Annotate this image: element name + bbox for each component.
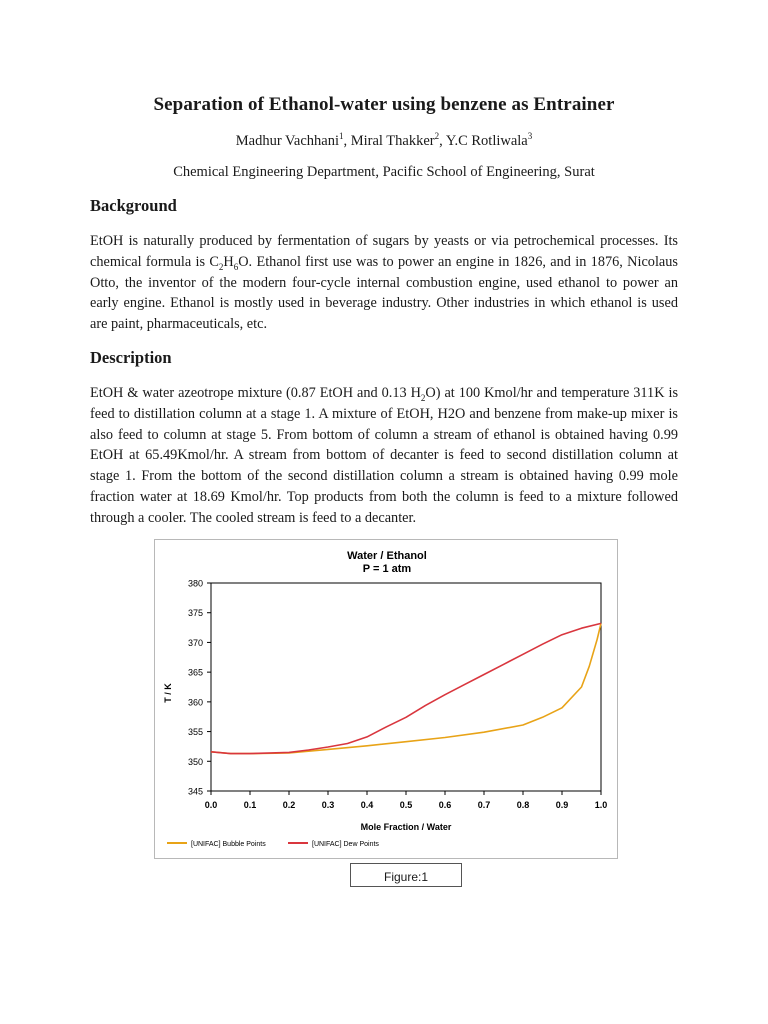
x-axis-ticks <box>205 791 608 810</box>
author-name: Y.C Rotliwala <box>445 132 528 149</box>
x-tick-label: 0.3 <box>321 800 335 810</box>
section-heading-background: Background <box>90 196 177 215</box>
chart-legend <box>167 841 379 848</box>
y-tick-label: 375 <box>187 608 203 619</box>
author-affiliation-number: 2 <box>434 131 440 141</box>
author-name: Miral Thakker <box>350 132 435 149</box>
figure-caption: Figure:1 <box>383 870 429 884</box>
y-tick-label: 380 <box>187 578 203 589</box>
y-tick-label: 345 <box>187 786 203 797</box>
x-tick-label: 0.2 <box>282 800 296 810</box>
author-line <box>0 131 768 150</box>
x-tick-label: 0.1 <box>243 800 257 810</box>
x-tick-label: 0.0 <box>204 800 218 810</box>
x-tick-label: 1.0 <box>594 800 608 810</box>
y-tick-label: 350 <box>187 756 203 767</box>
x-tick-label: 0.8 <box>516 800 530 810</box>
legend-label-dew-points: [UNIFAC] Dew Points <box>312 841 379 848</box>
y-tick-label: 360 <box>187 697 203 708</box>
author-affiliation-number: 3 <box>527 131 533 141</box>
y-axis-label: T / K <box>163 683 173 703</box>
background-paragraph: EtOH is naturally produced by fermentation of sugars by yeasts or via petrochemical processes. Its chemical formula is $C_2H_6O$. Ethanol first use was to power an engine in 1826, and in 1876, Nicolaus Otto, the inventor of the modern four-cycle internal combustion engine, used ethanol to power an early engine. Ethanol is mostly used in beverage industry. Other industries in which ethanol is used are paint, pharmaceuticals, etc. <box>90 233 678 333</box>
x-axis-label: Mole Fraction / Water <box>360 822 452 832</box>
dew-points-line <box>211 623 601 753</box>
figure-chart-frame <box>154 539 618 859</box>
author-separator: , <box>343 132 351 149</box>
x-tick-label: 0.6 <box>438 800 452 810</box>
x-tick-label: 0.9 <box>555 800 569 810</box>
description-paragraph: EtOH & water azeotrope mixture (0.87 EtOH and 0.13 $H_2O$) at 100 Kmol/hr and temperature 311K is feed to distillation column at a stage 1. A mixture of EtOH, H2O and benzene from make-up mixer is also feed to column at stage 5. From bottom of column a stream of ethanol is obtained having 0.99 EtOH at 65.49Kmol/hr. A stream from bottom of decanter is feed to second distillation column at stage 1. From the bottom of the second distillation column a stream is obtained having 0.99 mole fraction water at 18.69 Kmol/hr. Top products from both the column is feed to a mixture followed through a cooler. The cooled stream is feed to a decanter. <box>90 385 679 526</box>
bubble-points-line <box>211 623 601 753</box>
x-tick-label: 0.5 <box>399 800 413 810</box>
author-name: Madhur Vachhani <box>235 132 339 149</box>
y-tick-label: 355 <box>187 727 203 738</box>
plot-area <box>211 583 601 791</box>
author-affiliation-number: 1 <box>338 131 344 141</box>
chart-subtitle: P = 1 atm <box>362 563 412 575</box>
author-separator: , <box>439 132 446 149</box>
y-tick-label: 370 <box>187 637 203 648</box>
y-axis-ticks <box>188 579 211 797</box>
y-tick-label: 365 <box>187 667 203 678</box>
legend-label-bubble-points: [UNIFAC] Bubble Points <box>191 841 266 848</box>
section-heading-description: Description <box>90 348 172 367</box>
figure-caption-box <box>350 863 462 887</box>
series-lines <box>211 623 601 753</box>
x-tick-label: 0.7 <box>477 800 491 810</box>
x-tick-label: 0.4 <box>360 800 374 810</box>
paper-title: Separation of Ethanol-water using benzene as Entrainer <box>153 94 615 115</box>
affiliation: Chemical Engineering Department, Pacific School of Engineering, Surat <box>173 164 595 180</box>
vle-chart <box>155 540 617 858</box>
chart-title: Water / Ethanol <box>347 550 427 562</box>
